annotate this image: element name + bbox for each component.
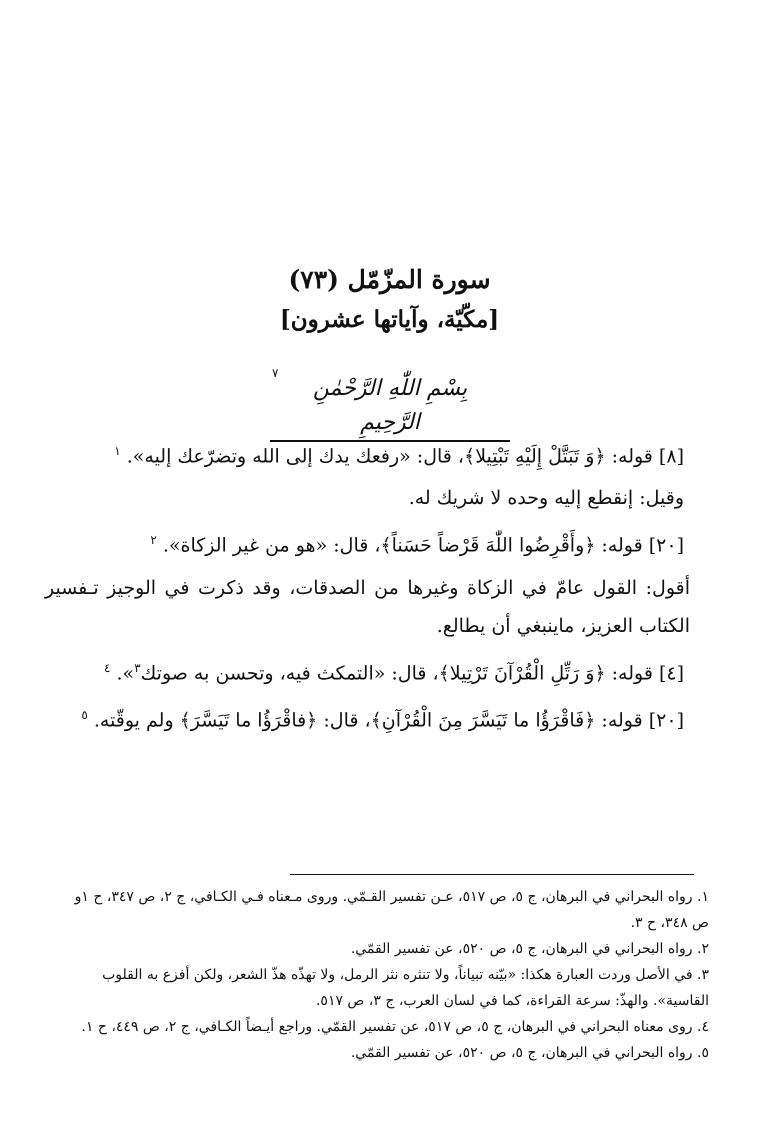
sura-header <box>0 262 779 338</box>
paragraph-text-end: ». <box>116 661 135 684</box>
paragraph-author-comment <box>45 569 690 645</box>
basmala <box>270 366 510 435</box>
commentary-body <box>45 432 690 743</box>
paragraph-verse-4 <box>84 649 684 692</box>
footnote-ref: ١ <box>114 444 121 458</box>
paragraph-text: وقيل: إنقطع إليه وحده لا شريك له. <box>408 487 684 510</box>
footnote-ref: ٥ <box>81 707 88 722</box>
paragraph-verse-20b <box>81 696 684 739</box>
footnote-ref: ٣ <box>134 660 141 675</box>
paragraph-verse-20a <box>84 521 684 564</box>
footnote-1: ١. رواه البحراني في البرهان، ج ٥، ص ٥١٧، عـن تفسير القـمّي. وروى مـعناه فـي الكـافي، ج ٢، ص ٣٤٧، ح ١و ص ٣٤٨، ح ٣. <box>74 889 709 931</box>
footnote-ref: ٢ <box>150 533 157 548</box>
basmala-footnote-mark: ٧ <box>272 366 279 380</box>
paragraph-text: [٢٠] قوله: ﴿وأَقْرِضُوا اللّٰهَ قَرْضاً حَسَناً﴾، قال: «هو من غير الزكاة». <box>162 534 684 557</box>
basmala-text: بِسْمِ اللّٰهِ الرَّحْمٰنِ الرَّحِيمِ <box>270 372 510 442</box>
paragraph-text: [٨] قوله: ﴿وَ تَبَتَّلْ إِلَيْهِ تَبْتِيلا﴾، قال: «رفعك يدك إلى الله وتضرّعك إليه». <box>126 445 684 468</box>
paragraph-note <box>84 479 684 517</box>
paragraph-text: أقول: القول عامّ في الزكاة وغيرها من الصدقات، وقد ذكرت في الوجيز تـفسير الكتاب العزيز، ماينبغي أن يطالع. <box>45 576 690 637</box>
footnotes <box>69 884 709 1066</box>
footnote-divider <box>290 874 694 875</box>
footnote-5: ٥. رواه البحراني في البرهان، ج ٥، ص ٥٢٠، عن تفسير القمّي. <box>350 1045 709 1061</box>
sura-subtitle: [مكّيّة، وآياتها عشرون] <box>279 306 500 333</box>
footnote-3: ٣. في الأصل وردت العبارة هكذا: «بيّنه تبياناً، ولا تنثره نثر الرمل، ولا تهذّه هذّ الشعر، ولكن أفزع به القلوب القاسية». والهذّ: سرعة القراءة، كما في لسان العرب، ج ٣، ص ٥١٧. <box>102 967 709 1009</box>
paragraph-text: [٢٠] قوله: ﴿فَاقْرَؤُا ما تَيَسَّرَ مِنَ الْقُرْآنِ﴾، قال: ﴿فاقْرَؤُا ما تَيَسَّرَ﴾ ولم يوقّته. <box>93 709 684 732</box>
footnote-4: ٤. روى معناه البحراني في البرهان، ج ٥، ص ٥١٧، عن تفسير القمّي. وراجع أيـضاً الكـافي، ج ٢، ص ٤٤٩، ح ١. <box>81 1019 709 1035</box>
footnote-ref: ٤ <box>104 660 111 675</box>
footnote-2: ٢. رواه البحراني في البرهان، ج ٥، ص ٥٢٠، عن تفسير القمّي. <box>350 941 709 957</box>
paragraph-text: [٤] قوله: ﴿وَ رَتِّلِ الْقُرْآنَ تَرْتِيلا﴾، قال: «التمكث فيه، وتحسن به صوتك <box>140 661 684 684</box>
paragraph-verse-8 <box>84 432 684 475</box>
sura-title: سورة المزّمّل (٧٣) <box>288 265 491 294</box>
